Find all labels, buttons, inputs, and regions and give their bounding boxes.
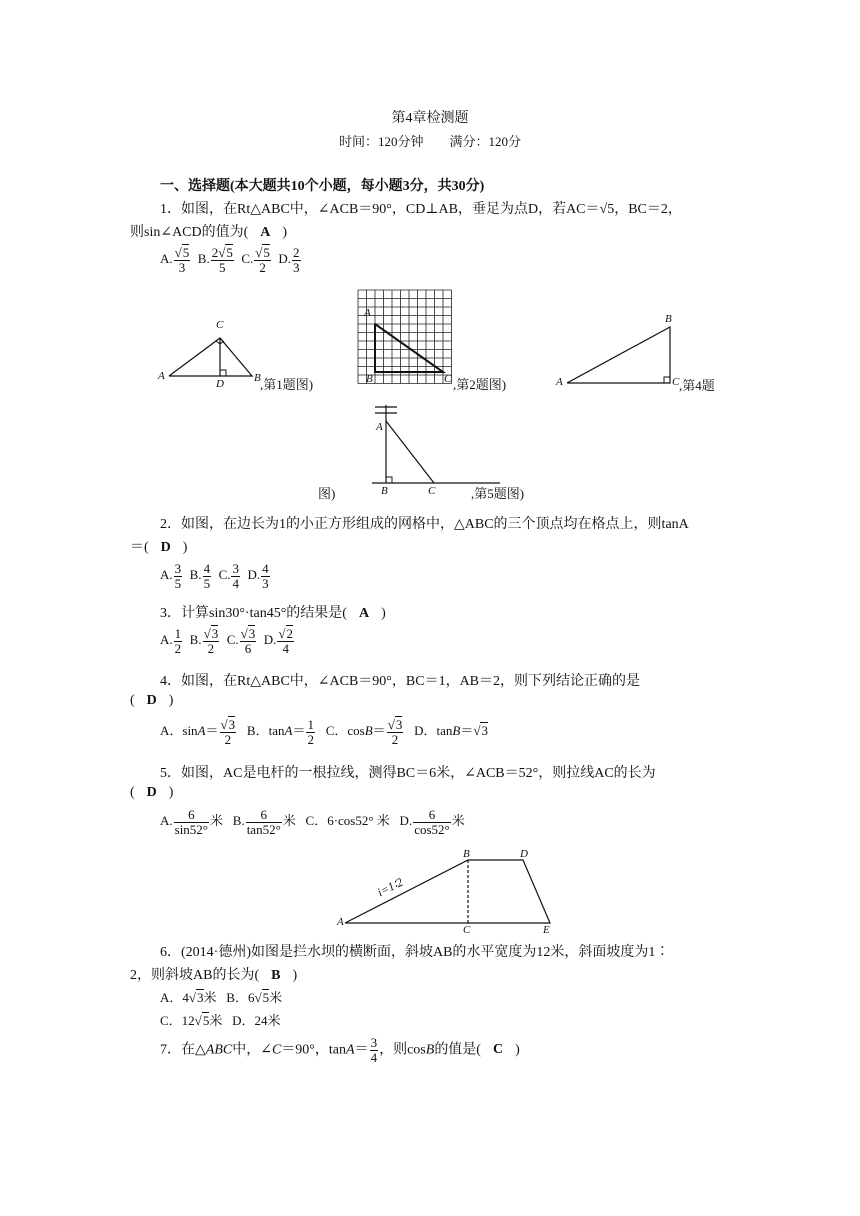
fig5-caption: ,第5题图) (471, 486, 525, 501)
fig4-caption: ,第4题 (679, 378, 715, 393)
fig6-label-c: C (463, 924, 471, 936)
q5-options: A. $\frac{6}{\sin 52^\circ}$ 米 B. $\frac{6}{\tan 52^\circ}$ 米 C．6·cos52° 米 D. $\frac{6}{\cos 52^\circ}$ 米 (160, 807, 465, 837)
q6-stem-line1: 6．(2014·德州)如图是拦水坝的横断面，斜坡AB的水平宽度为12米，斜面坡度为1∶ (160, 945, 670, 960)
page-title: 第4章检测题 (391, 111, 469, 126)
q4-options: A．sinA＝ $\frac{√3}{2}$ B．tanA＝ $\frac{1}{2}$ C．cosB＝ $\frac{√3}{2}$ D．tanB＝√3 (160, 717, 488, 747)
figure-5 (372, 405, 502, 485)
fig2-label-c: C (444, 373, 452, 385)
q6-options-line1: A．4√3米 B．6√5米 (160, 990, 283, 1005)
fig4-label-a: A (556, 376, 563, 388)
q2-answer: D (160, 540, 171, 555)
q3-options: A. $\frac{1}{2}$ B. $\frac{√3}{2}$ C. $\frac{√3}{6}$ D. $\frac{√2}{4}$ (160, 626, 294, 656)
fig4-caption-cont: 图) (318, 486, 336, 501)
fig6-label-e: E (543, 924, 550, 936)
exam-subtitle: 时间：120分钟 满分：120分 (338, 134, 521, 149)
q6-answer: B (271, 968, 281, 983)
q4-stem: 4．如图，在Rt△ABC中，∠ACB＝90°，BC＝1，AB＝2，则下列结论正确的是 (160, 674, 641, 689)
fig4-label-c: C (672, 376, 680, 388)
q2-stem-line2: ＝( D ) (130, 540, 188, 555)
fig5-label-c: C (428, 485, 436, 497)
fig2-label-a: A (364, 307, 371, 319)
fig6-label-a: A (337, 916, 344, 928)
q1-answer: A (260, 225, 271, 240)
figure-1 (165, 330, 265, 390)
fig1-label-d: D (216, 378, 224, 390)
fig4-label-b: B (665, 313, 672, 325)
q2-options: A. $\frac{3}{5}$ B. $\frac{4}{5}$ C. $\frac{3}{4}$ D. $\frac{4}{3}$ (160, 561, 269, 591)
figure-2-grid (358, 290, 460, 385)
fig6-slope-label: i=1∶2 (375, 874, 406, 900)
q3-stem: 3．计算sin30°·tan45°的结果是( A ) (160, 606, 386, 621)
q5-answer-line: ( D ) (130, 785, 174, 800)
q5-answer: D (146, 785, 157, 800)
q1-stem-line1: 1．如图，在Rt△ABC中，∠ACB＝90°，CD⊥AB，垂足为点D，若AC＝√5，BC＝2， (160, 202, 682, 217)
q2-stem-line1: 2．如图，在边长为1的小正方形组成的网格中，△ABC的三个顶点均在格点上，则tanA (160, 517, 689, 532)
fig1-label-c: C (216, 319, 224, 331)
q5-stem: 5．如图，AC是电杆的一根拉线，测得BC＝6米，∠ACB＝52°，则拉线AC的长为 (160, 766, 656, 781)
fig5-label-b: B (381, 485, 388, 497)
fig6-label-b: B (463, 848, 470, 860)
fig1-label-b: B (254, 372, 261, 384)
fig1-label-a: A (158, 370, 165, 382)
q7-stem: 7．在△ABC中，∠C＝90°，tanA＝ $\frac{3}{4}$ ，则cosB的值是( C ) (160, 1035, 520, 1065)
q1-options: A. $\frac{√5}{3}$ B. $\frac{2√5}{5}$ C. $\frac{√5}{2}$ D. $\frac{2}{3}$ (160, 245, 300, 275)
q7-answer: C (492, 1042, 504, 1058)
q6-stem-line2: 2，则斜坡AB的长为( B ) (130, 968, 298, 983)
fig5-label-a: A (376, 421, 383, 433)
fig6-label-d: D (520, 848, 528, 860)
q6-options-line2: C．12√5米 D．24米 (160, 1013, 281, 1028)
section-heading: 一、选择题(本大题共10个小题，每小题3分，共30分) (160, 179, 485, 194)
q3-answer: A (358, 606, 370, 621)
q4-answer-line: ( D ) (130, 693, 174, 708)
q4-answer: D (146, 693, 157, 708)
figure-4 (565, 323, 685, 383)
q1-stem-line2: 则sin∠ACD的值为( A ) (130, 225, 288, 240)
fig2-caption: ,第2题图) (453, 377, 507, 392)
fig1-caption: ,第1题图) (260, 377, 314, 392)
fig2-label-b: B (366, 373, 373, 385)
